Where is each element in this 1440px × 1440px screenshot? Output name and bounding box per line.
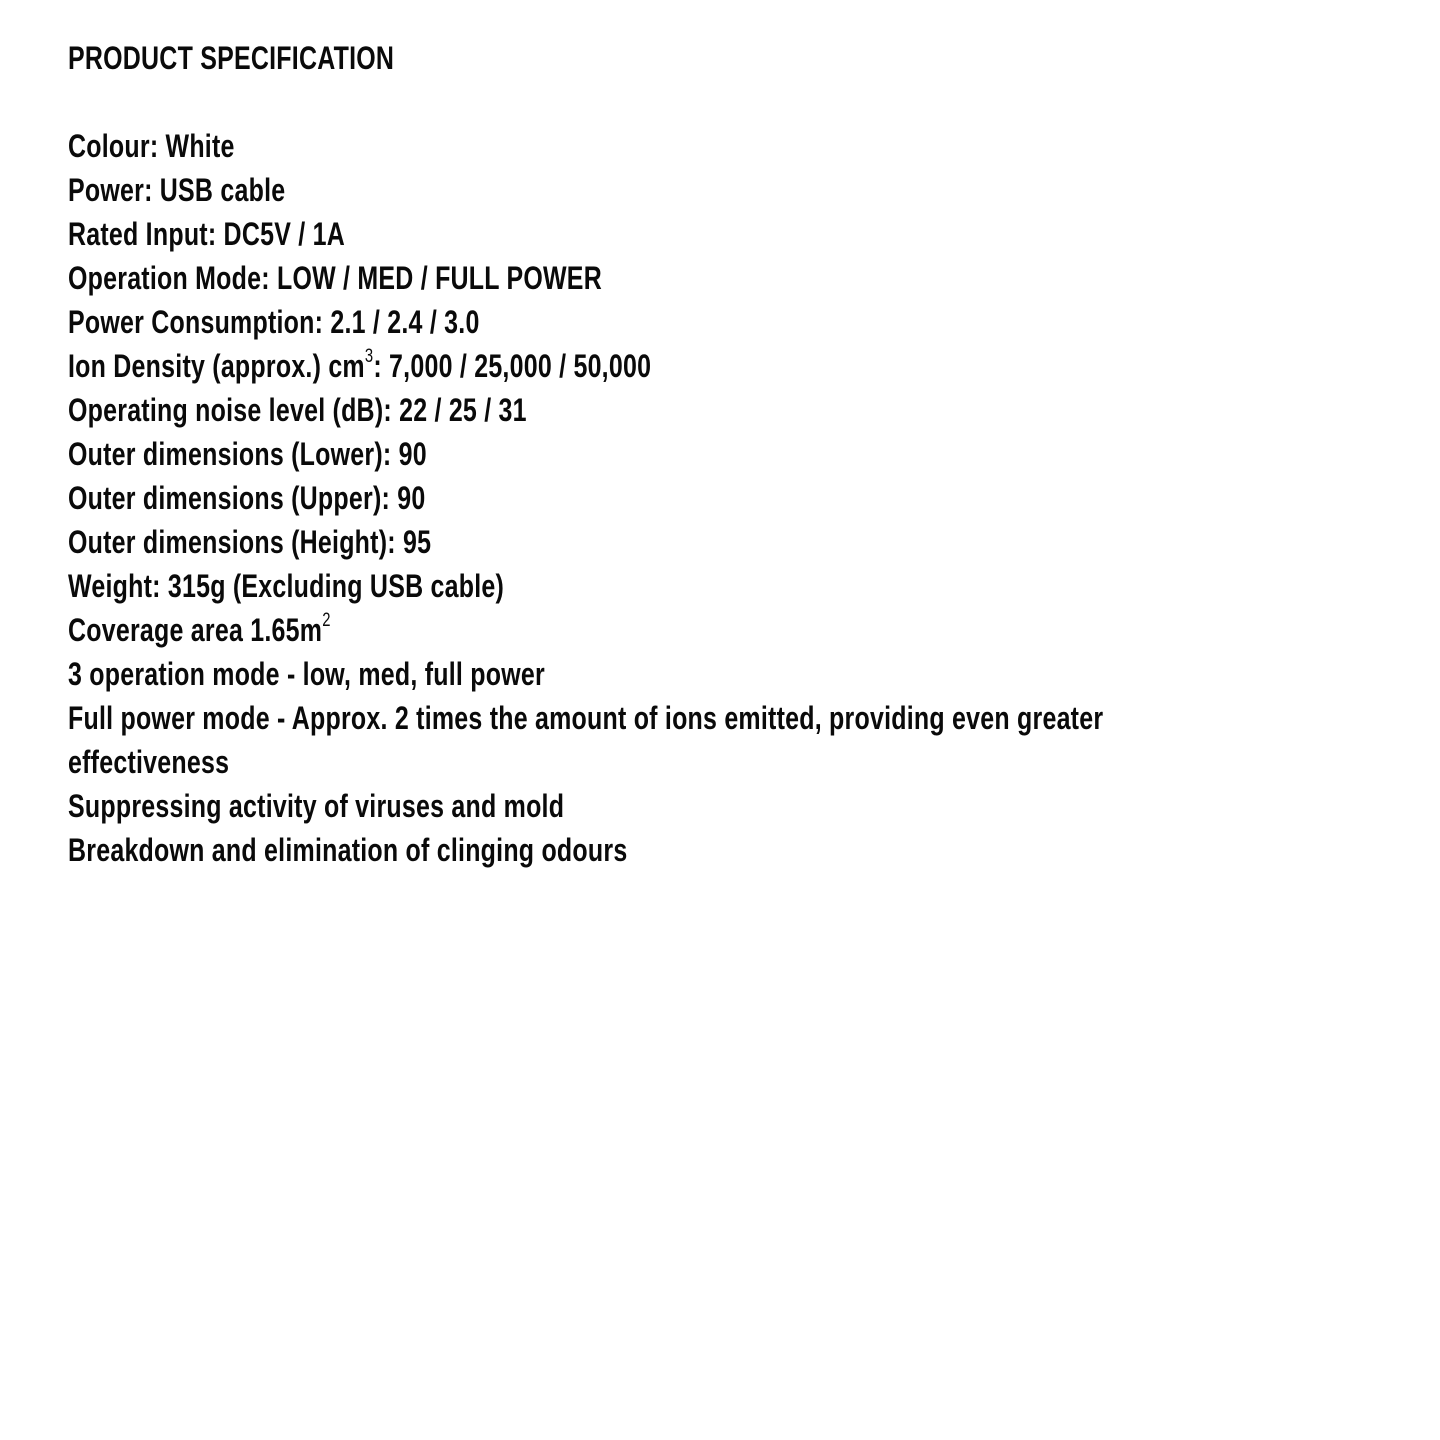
spec-colour: Colour: White <box>68 128 235 164</box>
spec-power-consumption: Power Consumption: 2.1 / 2.4 / 3.0 <box>68 304 480 340</box>
spec-dimensions-upper: Outer dimensions (Upper): 90 <box>68 480 426 516</box>
spec-ion-density <box>68 344 1394 388</box>
ion-density-values: : 7,000 / 25,000 / 50,000 <box>373 348 652 384</box>
spec-power: Power: USB cable <box>68 172 286 208</box>
spec-dimensions-height: Outer dimensions (Height): 95 <box>68 524 432 560</box>
ion-density-label: Ion Density (approx.) cm <box>68 348 365 384</box>
spec-noise-level: Operating noise level (dB): 22 / 25 / 31 <box>68 392 527 428</box>
coverage-area-label: Coverage area 1.65m <box>68 612 323 648</box>
ion-density-superscript: 3 <box>364 346 374 368</box>
spec-operation-modes-feature: 3 operation mode - low, med, full power <box>68 656 545 692</box>
spec-operation-mode: Operation Mode: LOW / MED / FULL POWER <box>68 260 602 296</box>
coverage-area-superscript: 2 <box>322 610 331 632</box>
product-specification-document <box>68 36 1394 872</box>
spec-weight: Weight: 315g (Excluding USB cable) <box>68 568 505 604</box>
spec-dimensions-lower: Outer dimensions (Lower): 90 <box>68 436 427 472</box>
spec-full-power-feature-continued: effectiveness <box>68 744 230 780</box>
page-title: PRODUCT SPECIFICATION <box>68 40 395 76</box>
spec-rated-input: Rated Input: DC5V / 1A <box>68 216 345 252</box>
spec-odour-feature: Breakdown and elimination of clinging odours <box>68 832 628 868</box>
spec-coverage-area <box>68 608 1394 652</box>
spec-virus-mold-feature: Suppressing activity of viruses and mold <box>68 788 565 824</box>
spec-full-power-feature: Full power mode - Approx. 2 times the amount of ions emitted, providing even greater <box>68 700 1104 736</box>
